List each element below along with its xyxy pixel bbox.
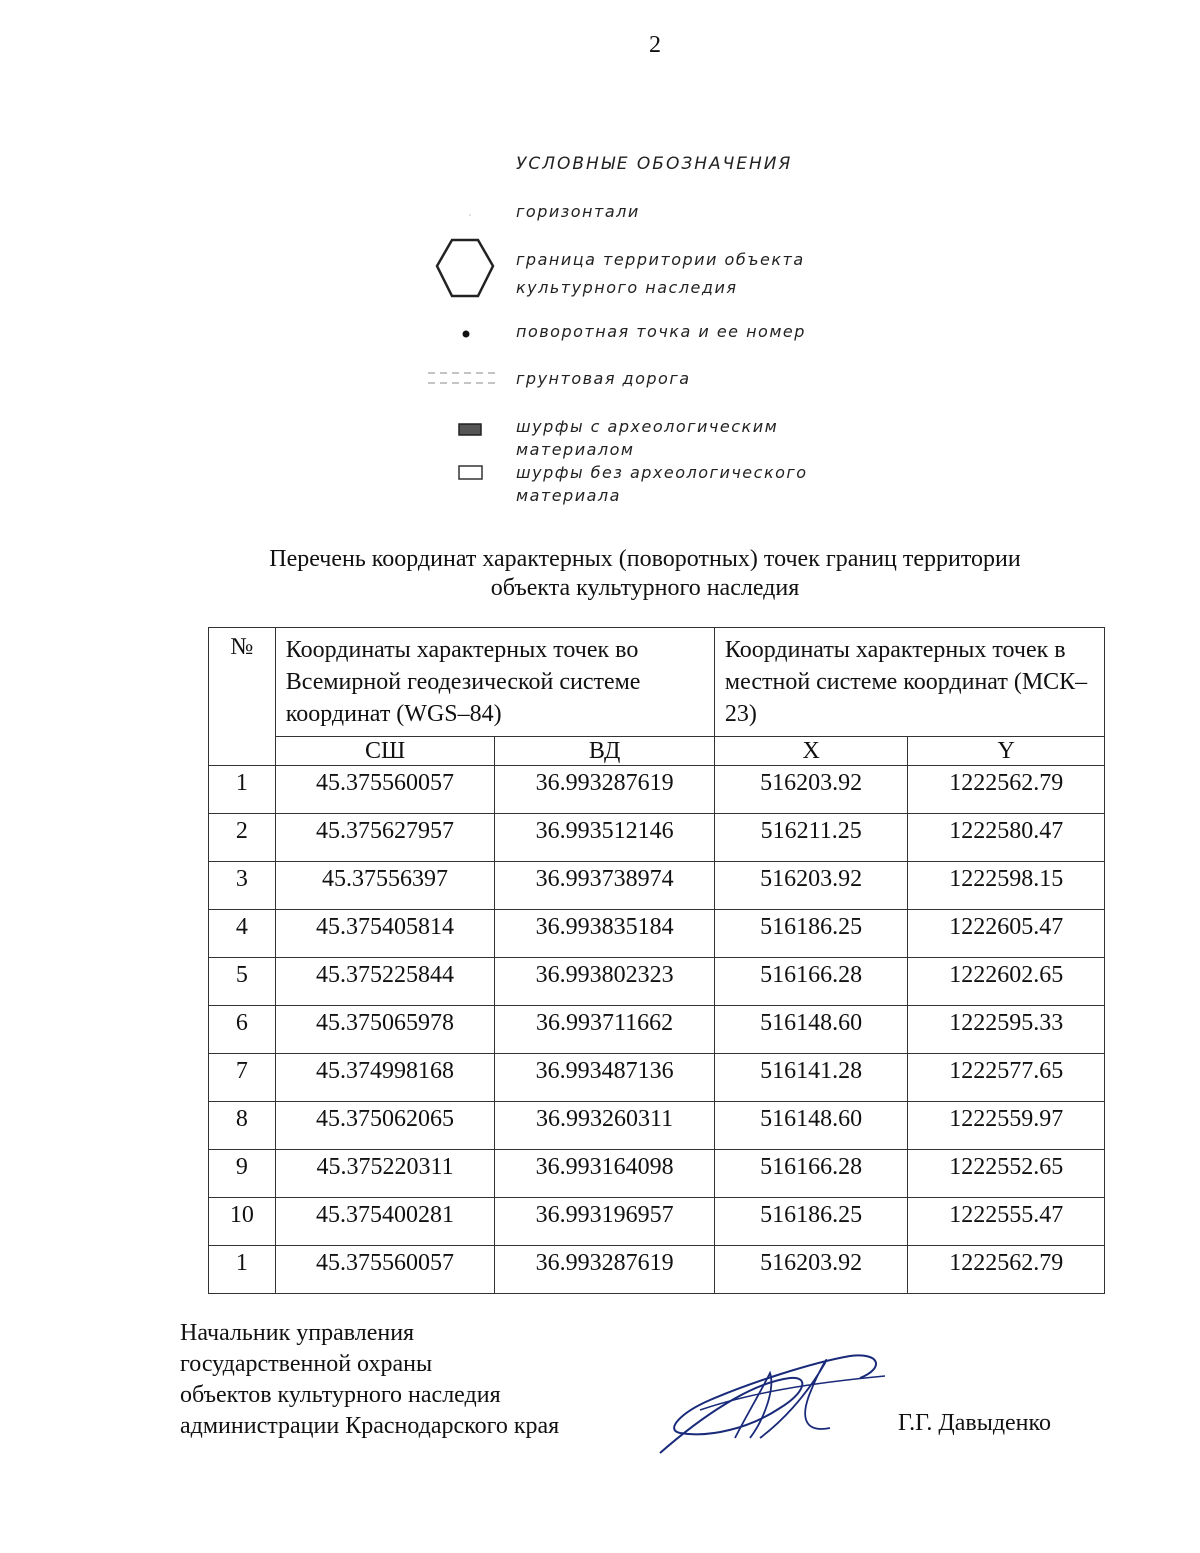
point-number-cell: 4 bbox=[209, 910, 276, 958]
point-number-cell: 8 bbox=[209, 1102, 276, 1150]
point-number-cell: 7 bbox=[209, 1054, 276, 1102]
latitude-cell: 45.37556397 bbox=[275, 862, 495, 910]
header-y: Y bbox=[908, 737, 1105, 766]
longitude-cell: 36.993487136 bbox=[495, 1054, 715, 1102]
x-cell: 516148.60 bbox=[714, 1006, 908, 1054]
header-number: № bbox=[209, 628, 276, 766]
filled-pit-icon bbox=[458, 423, 482, 437]
longitude-cell: 36.993287619 bbox=[495, 1246, 715, 1294]
longitude-cell: 36.993287619 bbox=[495, 766, 715, 814]
longitude-cell: 36.993711662 bbox=[495, 1006, 715, 1054]
legend-item-label: грунтовая дорога bbox=[516, 369, 691, 388]
caption-line: Перечень координат характерных (поворотных) точек границ территории bbox=[269, 546, 1021, 572]
table-row bbox=[209, 1150, 1105, 1198]
caption-line: объекта культурного наследия bbox=[490, 575, 800, 601]
table-row bbox=[209, 1198, 1105, 1246]
x-cell: 516203.92 bbox=[714, 1246, 908, 1294]
longitude-cell: 36.993164098 bbox=[495, 1150, 715, 1198]
coordinates-table bbox=[208, 627, 1105, 1294]
point-number-cell: 2 bbox=[209, 814, 276, 862]
x-cell: 516141.28 bbox=[714, 1054, 908, 1102]
hexagon-boundary-icon bbox=[432, 236, 498, 302]
y-cell: 1222602.65 bbox=[908, 958, 1105, 1006]
point-number-cell: 5 bbox=[209, 958, 276, 1006]
header-wgs84: Координаты характерных точек во Всемирной геодезической системе координат (WGS–84) bbox=[275, 628, 714, 737]
point-number-cell: 1 bbox=[209, 766, 276, 814]
table-row bbox=[209, 1006, 1105, 1054]
table-row bbox=[209, 958, 1105, 1006]
y-cell: 1222598.15 bbox=[908, 862, 1105, 910]
table-row bbox=[209, 814, 1105, 862]
empty-pit-icon bbox=[458, 465, 484, 481]
legend-item-label: горизонтали bbox=[516, 202, 640, 221]
legend-item-label: поворотная точка и ее номер bbox=[516, 322, 806, 341]
latitude-cell: 45.375560057 bbox=[275, 766, 495, 814]
x-cell: 516148.60 bbox=[714, 1102, 908, 1150]
latitude-cell: 45.374998168 bbox=[275, 1054, 495, 1102]
longitude-cell: 36.993835184 bbox=[495, 910, 715, 958]
longitude-cell: 36.993512146 bbox=[495, 814, 715, 862]
page-number: 2 bbox=[649, 32, 661, 58]
y-cell: 1222577.65 bbox=[908, 1054, 1105, 1102]
latitude-cell: 45.375220311 bbox=[275, 1150, 495, 1198]
x-cell: 516186.25 bbox=[714, 910, 908, 958]
x-cell: 516211.25 bbox=[714, 814, 908, 862]
header-x: X bbox=[714, 737, 908, 766]
latitude-cell: 45.375627957 bbox=[275, 814, 495, 862]
x-cell: 516203.92 bbox=[714, 766, 908, 814]
header-msk23: Координаты характерных точек в местной системе координат (МСК–23) bbox=[714, 628, 1104, 737]
latitude-cell: 45.375225844 bbox=[275, 958, 495, 1006]
contour-line-icon bbox=[460, 210, 480, 220]
table-row bbox=[209, 1246, 1105, 1294]
x-cell: 516186.25 bbox=[714, 1198, 908, 1246]
x-cell: 516166.28 bbox=[714, 958, 908, 1006]
legend-item-label: культурного наследия bbox=[516, 278, 738, 297]
latitude-cell: 45.375405814 bbox=[275, 910, 495, 958]
latitude-cell: 45.375560057 bbox=[275, 1246, 495, 1294]
point-number-cell: 10 bbox=[209, 1198, 276, 1246]
longitude-cell: 36.993196957 bbox=[495, 1198, 715, 1246]
y-cell: 1222605.47 bbox=[908, 910, 1105, 958]
latitude-cell: 45.375065978 bbox=[275, 1006, 495, 1054]
point-number-cell: 9 bbox=[209, 1150, 276, 1198]
latitude-cell: 45.375062065 bbox=[275, 1102, 495, 1150]
table-row bbox=[209, 862, 1105, 910]
legend-title: УСЛОВНЫЕ ОБОЗНАЧЕНИЯ bbox=[516, 154, 793, 174]
signatory-line: государственной охраны bbox=[180, 1351, 433, 1377]
point-number-cell: 3 bbox=[209, 862, 276, 910]
header-latitude: СШ bbox=[275, 737, 495, 766]
dirt-road-icon bbox=[426, 370, 500, 386]
signatory-line: администрации Краснодарского края bbox=[180, 1413, 560, 1439]
signatory-name: Г.Г. Давыденко bbox=[898, 1410, 1051, 1436]
table-row bbox=[209, 1054, 1105, 1102]
y-cell: 1222555.47 bbox=[908, 1198, 1105, 1246]
x-cell: 516166.28 bbox=[714, 1150, 908, 1198]
point-number-cell: 6 bbox=[209, 1006, 276, 1054]
legend-item-label: материалом bbox=[516, 440, 635, 459]
turning-point-icon bbox=[460, 328, 472, 340]
table-row bbox=[209, 910, 1105, 958]
longitude-cell: 36.993802323 bbox=[495, 958, 715, 1006]
signatory-title bbox=[180, 1318, 559, 1442]
y-cell: 1222562.79 bbox=[908, 766, 1105, 814]
handwritten-signature bbox=[640, 1338, 890, 1463]
longitude-cell: 36.993738974 bbox=[495, 862, 715, 910]
latitude-cell: 45.375400281 bbox=[275, 1198, 495, 1246]
header-longitude: ВД bbox=[495, 737, 715, 766]
signatory-line: объектов культурного наследия bbox=[180, 1382, 501, 1408]
y-cell: 1222559.97 bbox=[908, 1102, 1105, 1150]
x-cell: 516203.92 bbox=[714, 862, 908, 910]
legend-item-label: шурфы без археологического bbox=[516, 463, 808, 482]
y-cell: 1222552.65 bbox=[908, 1150, 1105, 1198]
table-row bbox=[209, 1102, 1105, 1150]
table-row bbox=[209, 766, 1105, 814]
y-cell: 1222595.33 bbox=[908, 1006, 1105, 1054]
y-cell: 1222562.79 bbox=[908, 1246, 1105, 1294]
point-number-cell: 1 bbox=[209, 1246, 276, 1294]
table-caption bbox=[190, 545, 1100, 603]
longitude-cell: 36.993260311 bbox=[495, 1102, 715, 1150]
signatory-line: Начальник управления bbox=[180, 1320, 415, 1346]
legend-item-label: граница территории объекта bbox=[516, 250, 805, 269]
y-cell: 1222580.47 bbox=[908, 814, 1105, 862]
legend-item-label: шурфы с археологическим bbox=[516, 417, 779, 436]
legend-item-label: материала bbox=[516, 486, 621, 505]
